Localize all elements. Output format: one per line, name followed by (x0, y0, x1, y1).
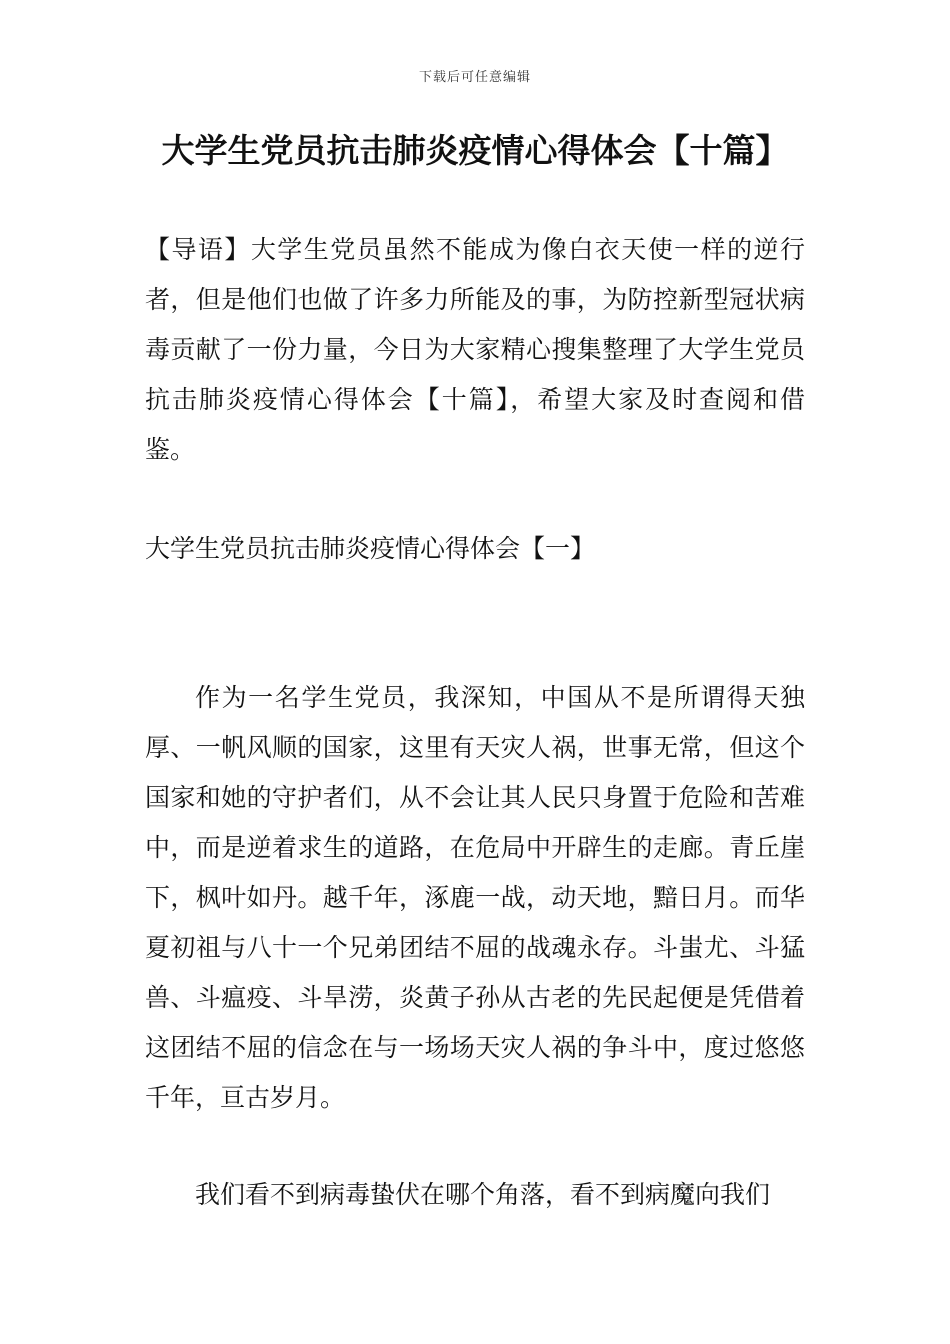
section-heading: 大学生党员抗击肺炎疫情心得体会【一】 (145, 534, 596, 563)
body-paragraph: 我们看不到病毒蛰伏在哪个角落，看不到病魔向我们 (195, 1180, 771, 1209)
header-note: 下载后可任意编辑 (418, 70, 531, 85)
intro-paragraph: 【导语】大学生党员虽然不能成为像白衣天使一样的逆行者，但是他们也做了许多力所能及的事，为防控新型冠状病毒贡献了一份力量，今日为大家精心搜集整理了大学生党员抗击肺炎疫情心得体会【十篇】，希望大家及时查阅和借鉴。 (145, 235, 805, 464)
document-title: 大学生党员抗击肺炎疫情心得体会【十篇】 (161, 131, 789, 170)
body-paragraph: 作为一名学生党员，我深知，中国从不是所谓得天独厚、一帆风顺的国家，这里有天灾人祸，世事无常，但这个国家和她的守护者们，从不会让其人民只身置于危险和苦难中，而是逆着求生的道路，在危局中开辟生的走廊。青丘崖下，枫叶如丹。越千年，涿鹿一战，动天地，黯日月。而华夏初祖与八十一个兄弟团结不屈的战魂永存。斗蚩尤、斗猛兽、斗瘟疫、斗旱涝，炎黄子孙从古老的先民起便是凭借着这团结不屈的信念在与一场场天灾人祸的争斗中，度过悠悠千年，亘古岁月。 (145, 683, 805, 1112)
